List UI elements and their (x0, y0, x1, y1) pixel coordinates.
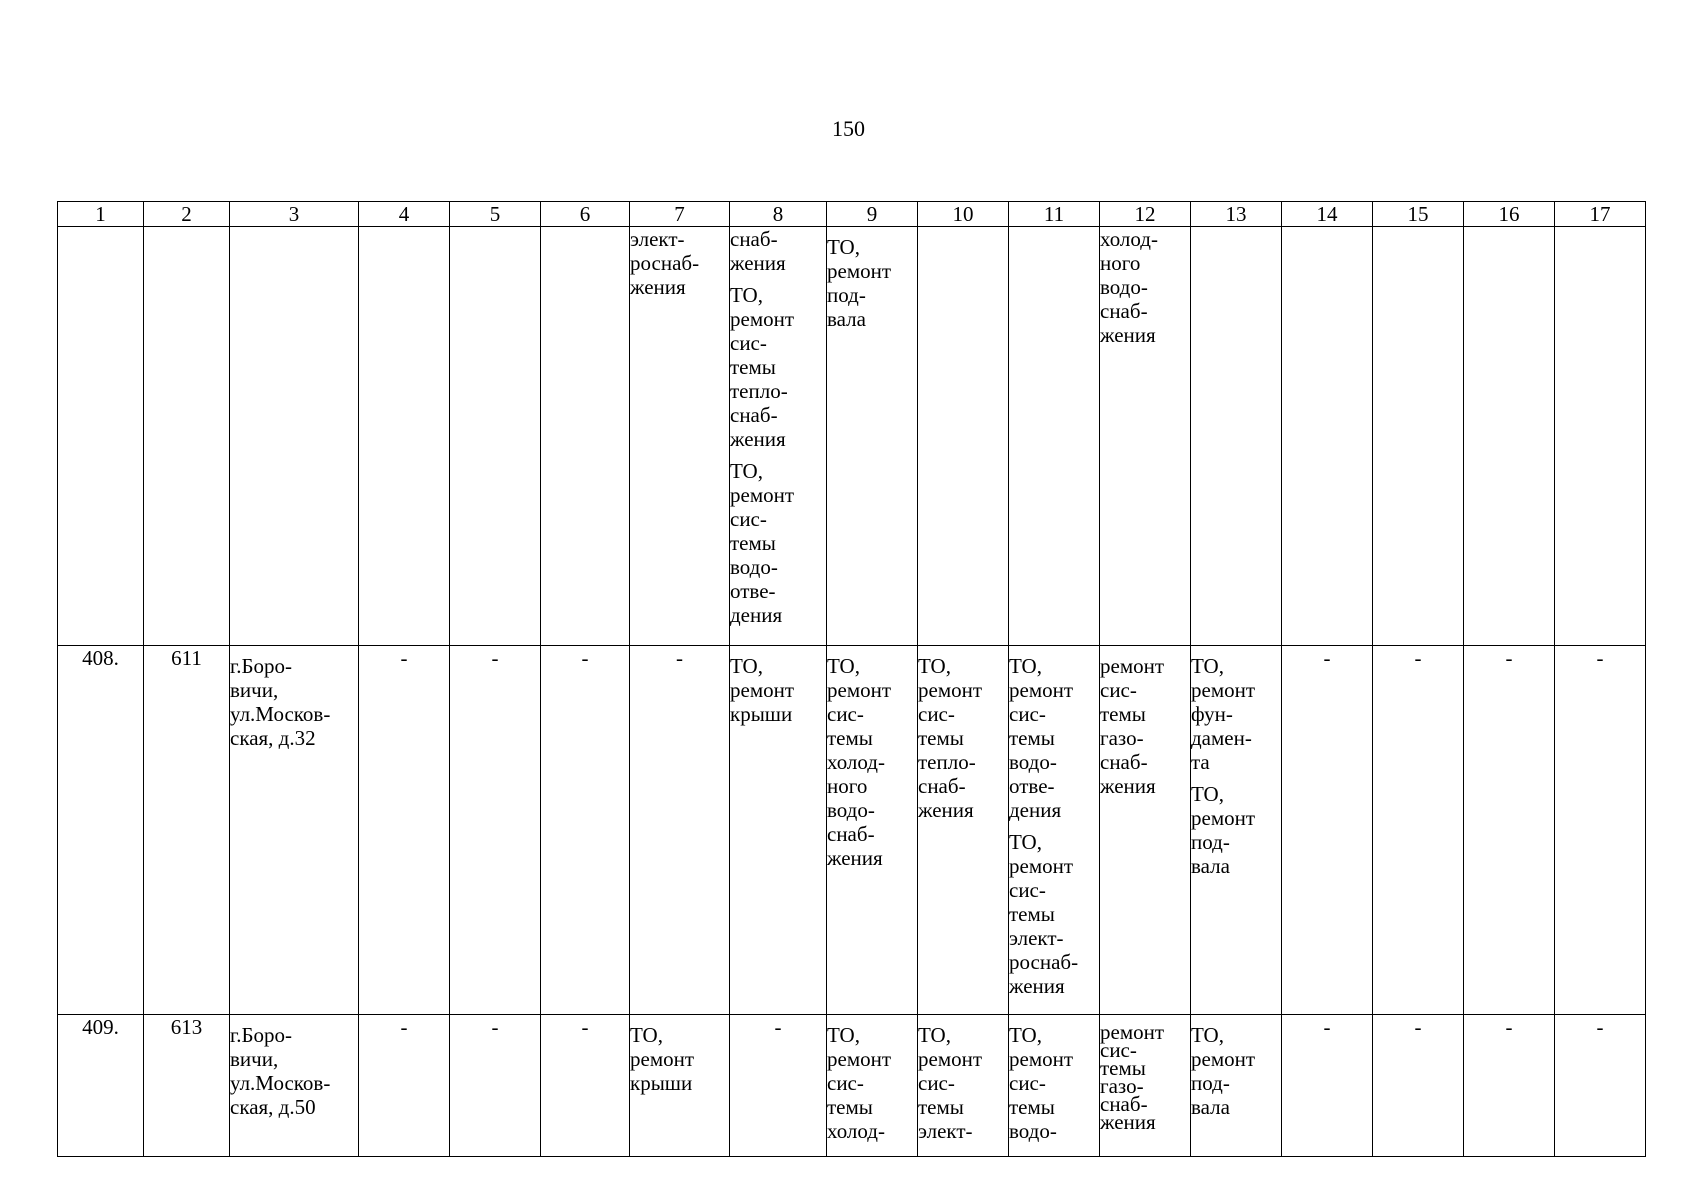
cell-paragraph: ТО, ремонт крыши (730, 654, 795, 726)
table-cell (918, 227, 1009, 646)
table-cell: - (450, 646, 541, 1015)
cell-paragraph: ТО, ремонт сис- темы водо- отве- дения (730, 459, 795, 627)
table-cell (1191, 227, 1282, 646)
cell-paragraph: ТО, ремонт сис- темы элект- (918, 1023, 983, 1143)
address-cell (230, 1015, 359, 1157)
column-header: 3 (230, 202, 359, 227)
table-cell (450, 227, 541, 646)
cell-paragraph: ТО, ремонт сис- темы водо- отве- дения (1009, 654, 1074, 822)
column-header: 1 (58, 202, 144, 227)
cell-paragraph: ТО, ремонт сис- темы тепло- снаб- жения (918, 654, 983, 822)
table-cell (1555, 227, 1646, 646)
table-row-continuation (58, 227, 1646, 646)
table-cell: - (1464, 1015, 1555, 1157)
cell-paragraph: снаб- жения (730, 227, 786, 275)
table-cell (58, 227, 144, 646)
table-cell (1100, 646, 1191, 1015)
cell-paragraph: ТО, ремонт сис- темы тепло- снаб- жения (730, 283, 795, 451)
cell-paragraph: ТО, ремонт под- вала (1191, 1023, 1256, 1119)
column-header: 13 (1191, 202, 1282, 227)
cell-paragraph: ТО, ремонт сис- темы холод- ного водо- снаб- жения (827, 654, 892, 870)
table-cell: - (630, 646, 730, 1015)
table-cell: - (541, 646, 630, 1015)
cell-paragraph: ТО, ремонт крыши (630, 1023, 695, 1095)
column-header: 9 (827, 202, 918, 227)
table-cell (1373, 227, 1464, 646)
cell-paragraph: холод- ного водо- снаб- жения (1100, 227, 1158, 347)
cell-paragraph: элект- роснаб- жения (630, 227, 700, 299)
table-cell (1191, 1015, 1282, 1157)
table-cell (1009, 1015, 1100, 1157)
column-header: 14 (1282, 202, 1373, 227)
page-number: 150 (832, 116, 865, 141)
column-header: 8 (730, 202, 827, 227)
table-cell (144, 227, 230, 646)
table-cell (730, 646, 827, 1015)
header-row (58, 202, 1646, 227)
table-cell (918, 1015, 1009, 1157)
cell-paragraph: г.Боро- вичи, ул.Москов- ская, д.50 (230, 1023, 331, 1119)
cell-paragraph: ТО, ремонт сис- темы водо- (1009, 1023, 1074, 1143)
table-cell (827, 227, 918, 646)
cell-paragraph: ТО, ремонт сис- темы элект- роснаб- жения (1009, 830, 1079, 998)
cell-paragraph: ТО, ремонт сис- темы холод- (827, 1023, 892, 1143)
table-cell: - (359, 1015, 450, 1157)
column-header: 10 (918, 202, 1009, 227)
column-header: 5 (450, 202, 541, 227)
column-header: 12 (1100, 202, 1191, 227)
table-cell (827, 1015, 918, 1157)
table-cell (1009, 646, 1100, 1015)
table-cell (630, 227, 730, 646)
column-header: 7 (630, 202, 730, 227)
cell-paragraph: ТО, ремонт под- вала (827, 235, 892, 331)
table-cell: - (450, 1015, 541, 1157)
table-cell: - (1282, 1015, 1373, 1157)
column-header: 16 (1464, 202, 1555, 227)
cell-paragraph: ТО, ремонт фун- дамен- та (1191, 654, 1256, 774)
table-cell: - (1464, 646, 1555, 1015)
column-header: 6 (541, 202, 630, 227)
table-cell: - (359, 646, 450, 1015)
table-cell (827, 646, 918, 1015)
table-cell (730, 227, 827, 646)
table-cell: - (1282, 646, 1373, 1015)
column-header: 17 (1555, 202, 1646, 227)
column-header: 2 (144, 202, 230, 227)
table-cell (230, 227, 359, 646)
table-cell: - (1373, 1015, 1464, 1157)
table-cell (1100, 227, 1191, 646)
table-cell: - (1555, 646, 1646, 1015)
object-code: 613 (144, 1015, 230, 1157)
table-cell: - (1373, 646, 1464, 1015)
table-cell (1100, 1015, 1191, 1157)
table-cell (1191, 646, 1282, 1015)
table-cell (1464, 227, 1555, 646)
table-cell (359, 227, 450, 646)
table-cell (630, 1015, 730, 1157)
table-row (58, 646, 1646, 1015)
row-number: 408. (58, 646, 144, 1015)
table-cell (541, 227, 630, 646)
table-row (58, 1015, 1646, 1157)
cell-paragraph: ремонт сис- темы газо- снаб- жения (1100, 1020, 1165, 1134)
table-cell (1009, 227, 1100, 646)
table-cell: - (730, 1015, 827, 1157)
column-header: 4 (359, 202, 450, 227)
table-cell (1282, 227, 1373, 646)
cell-paragraph: ремонт сис- темы газо- снаб- жения (1100, 654, 1165, 798)
table-cell (918, 646, 1009, 1015)
object-code: 611 (144, 646, 230, 1015)
repair-schedule-table (57, 201, 1646, 1157)
table-cell: - (1555, 1015, 1646, 1157)
table-cell: - (541, 1015, 630, 1157)
row-number: 409. (58, 1015, 144, 1157)
address-cell (230, 646, 359, 1015)
column-header: 11 (1009, 202, 1100, 227)
column-header: 15 (1373, 202, 1464, 227)
cell-paragraph: ТО, ремонт под- вала (1191, 782, 1256, 878)
cell-paragraph: г.Боро- вичи, ул.Москов- ская, д.32 (230, 654, 331, 750)
